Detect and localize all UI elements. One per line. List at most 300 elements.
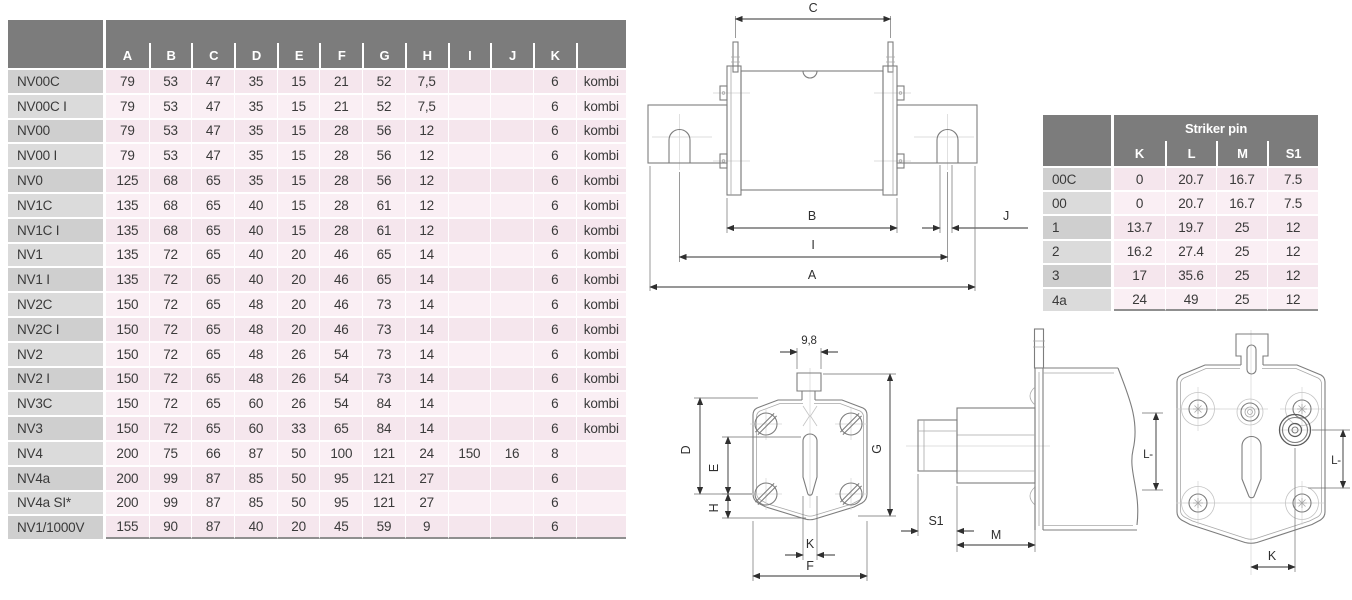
value-cell: 6 — [533, 93, 576, 118]
value-cell: 19.7 — [1165, 214, 1216, 238]
value-cell: 15 — [277, 192, 320, 217]
value-cell: 16 — [490, 440, 533, 465]
value-cell: 66 — [191, 440, 234, 465]
value-cell: 200 — [106, 490, 149, 515]
row-label: NV1 I — [8, 266, 106, 291]
value-cell: 46 — [319, 266, 362, 291]
value-cell: 6 — [533, 390, 576, 415]
value-cell: 7.5 — [1267, 190, 1318, 214]
value-cell: 47 — [191, 93, 234, 118]
value-cell: 84 — [362, 390, 405, 415]
value-cell: 28 — [319, 217, 362, 242]
value-cell: 6 — [533, 192, 576, 217]
value-cell: 28 — [319, 192, 362, 217]
column-header: C — [191, 43, 234, 68]
value-cell: 73 — [362, 291, 405, 316]
value-cell: 35 — [234, 93, 277, 118]
value-cell: 14 — [405, 242, 448, 267]
value-cell: 28 — [319, 167, 362, 192]
value-cell: 54 — [319, 366, 362, 391]
value-cell: 150 — [106, 390, 149, 415]
value-cell: 65 — [191, 167, 234, 192]
row-label: NV2C — [8, 291, 106, 316]
row-label: NV00 — [8, 118, 106, 143]
table-row — [8, 142, 626, 167]
value-cell — [448, 490, 491, 515]
value-cell: 16.7 — [1216, 190, 1267, 214]
value-cell: 50 — [277, 490, 320, 515]
table-row — [8, 266, 626, 291]
value-cell: 50 — [277, 440, 320, 465]
value-cell: 6 — [533, 366, 576, 391]
value-cell: 46 — [319, 291, 362, 316]
value-cell: kombi — [576, 93, 626, 118]
value-cell: 17 — [1114, 263, 1165, 287]
dim-label-k-front: K — [805, 537, 815, 551]
value-cell: 65 — [362, 266, 405, 291]
value-cell: 25 — [1216, 263, 1267, 287]
column-header: M — [1216, 141, 1267, 166]
value-cell — [576, 514, 626, 539]
value-cell: 21 — [319, 93, 362, 118]
value-cell: 16.2 — [1114, 239, 1165, 263]
row-label: NV3 — [8, 415, 106, 440]
value-cell: 14 — [405, 366, 448, 391]
value-cell: 27 — [405, 465, 448, 490]
value-cell: 59 — [362, 514, 405, 539]
value-cell: 73 — [362, 341, 405, 366]
column-header: L — [1165, 141, 1216, 166]
value-cell: 150 — [106, 316, 149, 341]
dimension-table-header — [8, 20, 626, 68]
value-cell: 150 — [106, 341, 149, 366]
value-cell: 0 — [1114, 190, 1165, 214]
value-cell — [490, 266, 533, 291]
value-cell: 121 — [362, 490, 405, 515]
dim-label-i: I — [811, 238, 815, 252]
value-cell: 54 — [319, 390, 362, 415]
value-cell: 40 — [234, 217, 277, 242]
column-header: G — [362, 43, 405, 68]
column-header: S1 — [1267, 141, 1318, 166]
value-cell: 25 — [1216, 239, 1267, 263]
value-cell: 26 — [277, 341, 320, 366]
value-cell: 7,5 — [405, 93, 448, 118]
value-cell: 87 — [191, 490, 234, 515]
value-cell: 6 — [533, 142, 576, 167]
row-label: NV2 I — [8, 366, 106, 391]
value-cell: 14 — [405, 291, 448, 316]
value-cell: 6 — [533, 490, 576, 515]
row-label: NV00C I — [8, 93, 106, 118]
row-label: 2 — [1043, 239, 1114, 263]
row-label: 00C — [1043, 166, 1114, 190]
value-cell — [490, 366, 533, 391]
value-cell: 15 — [277, 167, 320, 192]
table-row — [1043, 287, 1318, 311]
value-cell: kombi — [576, 390, 626, 415]
value-cell: 65 — [191, 291, 234, 316]
value-cell: 40 — [234, 242, 277, 267]
value-cell: 48 — [234, 341, 277, 366]
value-cell — [490, 490, 533, 515]
table-row — [1043, 190, 1318, 214]
value-cell: 200 — [106, 465, 149, 490]
value-cell: 14 — [405, 415, 448, 440]
dim-label-h: H — [707, 503, 721, 513]
value-cell: 60 — [234, 390, 277, 415]
value-cell: 12 — [1267, 287, 1318, 311]
row-label: NV2C I — [8, 316, 106, 341]
value-cell: 12 — [405, 217, 448, 242]
value-cell: 6 — [533, 118, 576, 143]
value-cell: 15 — [277, 93, 320, 118]
value-cell: 14 — [405, 390, 448, 415]
value-cell: 40 — [234, 514, 277, 539]
value-cell: 61 — [362, 217, 405, 242]
value-cell: 79 — [106, 93, 149, 118]
value-cell — [490, 514, 533, 539]
value-cell: 12 — [405, 167, 448, 192]
row-label: NV1C I — [8, 217, 106, 242]
value-cell: 99 — [149, 490, 192, 515]
column-header: B — [149, 43, 192, 68]
row-label: NV1/1000V — [8, 514, 106, 539]
table-row — [1043, 214, 1318, 238]
value-cell: 72 — [149, 415, 192, 440]
value-cell: kombi — [576, 217, 626, 242]
value-cell: 72 — [149, 316, 192, 341]
value-cell: 12 — [405, 192, 448, 217]
value-cell: 27 — [405, 490, 448, 515]
value-cell: kombi — [576, 366, 626, 391]
value-cell: kombi — [576, 266, 626, 291]
value-cell — [448, 291, 491, 316]
value-cell — [490, 242, 533, 267]
fuse-front-view-drawing — [679, 335, 896, 581]
table-row — [8, 440, 626, 465]
value-cell: 72 — [149, 341, 192, 366]
value-cell: 24 — [405, 440, 448, 465]
row-label: NV3C — [8, 390, 106, 415]
table-row — [8, 390, 626, 415]
value-cell: 20.7 — [1165, 166, 1216, 190]
value-cell: 21 — [319, 68, 362, 93]
value-cell: 49 — [1165, 287, 1216, 311]
value-cell: 6 — [533, 266, 576, 291]
value-cell: 28 — [319, 142, 362, 167]
column-header: D — [234, 43, 277, 68]
table-corner — [8, 20, 106, 68]
value-cell: 53 — [149, 118, 192, 143]
table-row — [8, 514, 626, 539]
dim-label-l-right: L- — [1331, 455, 1341, 467]
table-row — [8, 167, 626, 192]
value-cell — [448, 465, 491, 490]
value-cell: 65 — [191, 366, 234, 391]
value-cell: kombi — [576, 242, 626, 267]
value-cell: 8 — [533, 440, 576, 465]
striker-table — [1043, 115, 1318, 311]
value-cell — [490, 415, 533, 440]
value-cell — [448, 68, 491, 93]
value-cell: kombi — [576, 68, 626, 93]
value-cell: 47 — [191, 68, 234, 93]
value-cell — [576, 465, 626, 490]
value-cell: 72 — [149, 242, 192, 267]
value-cell: 35 — [234, 167, 277, 192]
dim-label-k-striker: K — [1267, 549, 1277, 563]
value-cell: 121 — [362, 440, 405, 465]
value-cell: 72 — [149, 366, 192, 391]
table-row — [8, 68, 626, 93]
value-cell: 35 — [234, 68, 277, 93]
value-cell: 26 — [277, 390, 320, 415]
table-row — [1043, 263, 1318, 287]
dim-label-tab-width: 9,8 — [801, 335, 817, 347]
value-cell: 27.4 — [1165, 239, 1216, 263]
value-cell: 85 — [234, 465, 277, 490]
value-cell — [576, 490, 626, 515]
value-cell: 6 — [533, 514, 576, 539]
value-cell: 6 — [533, 68, 576, 93]
value-cell: 56 — [362, 167, 405, 192]
value-cell: 100 — [319, 440, 362, 465]
value-cell: kombi — [576, 167, 626, 192]
row-label: NV4 — [8, 440, 106, 465]
value-cell: kombi — [576, 415, 626, 440]
value-cell — [490, 68, 533, 93]
value-cell: 85 — [234, 490, 277, 515]
column-header: K — [533, 43, 576, 68]
striker-table-body — [1043, 166, 1318, 311]
value-cell: 75 — [149, 440, 192, 465]
value-cell: 65 — [191, 242, 234, 267]
value-cell: 68 — [149, 192, 192, 217]
value-cell: 200 — [106, 440, 149, 465]
value-cell: 15 — [277, 118, 320, 143]
value-cell: 25 — [1216, 287, 1267, 311]
row-label: 00 — [1043, 190, 1114, 214]
table-row — [8, 341, 626, 366]
table-row — [1043, 166, 1318, 190]
dim-label-f: F — [806, 559, 814, 573]
value-cell: 20 — [277, 514, 320, 539]
value-cell: 135 — [106, 242, 149, 267]
dim-label-s1: S1 — [928, 514, 944, 528]
dim-label-a: A — [807, 268, 817, 282]
value-cell: 56 — [362, 118, 405, 143]
value-cell: kombi — [576, 118, 626, 143]
value-cell: 24 — [1114, 287, 1165, 311]
row-label: NV2 — [8, 341, 106, 366]
row-label: NV1 — [8, 242, 106, 267]
column-header: A — [106, 43, 149, 68]
value-cell: 150 — [448, 440, 491, 465]
value-cell: 15 — [277, 142, 320, 167]
value-cell: 6 — [533, 465, 576, 490]
table-row — [8, 93, 626, 118]
value-cell: 12 — [1267, 239, 1318, 263]
value-cell: 65 — [191, 415, 234, 440]
value-cell: 135 — [106, 217, 149, 242]
value-cell: 25 — [1216, 214, 1267, 238]
column-header: I — [448, 43, 491, 68]
value-cell — [490, 291, 533, 316]
value-cell: 135 — [106, 192, 149, 217]
value-cell: 16.7 — [1216, 166, 1267, 190]
value-cell: 0 — [1114, 166, 1165, 190]
value-cell: 72 — [149, 390, 192, 415]
value-cell: 53 — [149, 68, 192, 93]
value-cell: 73 — [362, 366, 405, 391]
dimension-table — [8, 20, 626, 539]
value-cell: 6 — [533, 341, 576, 366]
value-cell: 52 — [362, 68, 405, 93]
value-cell: 6 — [533, 316, 576, 341]
value-cell — [576, 440, 626, 465]
striker-front-view-drawing — [1142, 330, 1350, 575]
dim-label-c: C — [808, 1, 818, 15]
value-cell: 15 — [277, 68, 320, 93]
value-cell: 48 — [234, 291, 277, 316]
value-cell: 46 — [319, 316, 362, 341]
column-header: H — [405, 43, 448, 68]
dim-label-g: G — [870, 444, 884, 454]
value-cell: 79 — [106, 118, 149, 143]
table-row — [8, 242, 626, 267]
table-row — [8, 465, 626, 490]
value-cell: 84 — [362, 415, 405, 440]
column-header: K — [1114, 141, 1165, 166]
value-cell: kombi — [576, 291, 626, 316]
striker-table-header — [1043, 115, 1318, 166]
dim-label-j: J — [1002, 209, 1010, 223]
table-row — [8, 415, 626, 440]
column-header: F — [319, 43, 362, 68]
value-cell: 13.7 — [1114, 214, 1165, 238]
value-cell — [448, 266, 491, 291]
value-cell: 79 — [106, 68, 149, 93]
value-cell: 14 — [405, 316, 448, 341]
value-cell: 12 — [405, 118, 448, 143]
value-cell — [490, 192, 533, 217]
value-cell — [448, 142, 491, 167]
value-cell: 12 — [1267, 263, 1318, 287]
value-cell — [490, 142, 533, 167]
value-cell: 40 — [234, 192, 277, 217]
value-cell: 45 — [319, 514, 362, 539]
value-cell: 9 — [405, 514, 448, 539]
value-cell — [448, 316, 491, 341]
value-cell: 65 — [362, 242, 405, 267]
value-cell: 53 — [149, 142, 192, 167]
value-cell — [448, 390, 491, 415]
value-cell: 15 — [277, 217, 320, 242]
value-cell — [490, 390, 533, 415]
column-header — [576, 43, 626, 68]
value-cell: 47 — [191, 118, 234, 143]
dim-label-m: M — [990, 528, 1002, 542]
value-cell: kombi — [576, 341, 626, 366]
value-cell: 65 — [191, 217, 234, 242]
row-label: NV1C — [8, 192, 106, 217]
value-cell: 65 — [191, 316, 234, 341]
value-cell: 87 — [191, 514, 234, 539]
value-cell — [490, 118, 533, 143]
value-cell: 150 — [106, 366, 149, 391]
value-cell: 14 — [405, 266, 448, 291]
value-cell — [448, 93, 491, 118]
value-cell: 20 — [277, 316, 320, 341]
value-cell: kombi — [576, 316, 626, 341]
value-cell: 6 — [533, 242, 576, 267]
value-cell — [448, 167, 491, 192]
dim-label-l-left: L- — [1143, 449, 1153, 461]
dimension-table-body — [8, 68, 626, 539]
value-cell: 20.7 — [1165, 190, 1216, 214]
value-cell: 155 — [106, 514, 149, 539]
value-cell: 52 — [362, 93, 405, 118]
value-cell: 20 — [277, 291, 320, 316]
fuse-side-view-drawing — [648, 1, 1028, 291]
value-cell: 65 — [191, 341, 234, 366]
value-cell: 48 — [234, 316, 277, 341]
column-header: J — [490, 43, 533, 68]
value-cell: 65 — [319, 415, 362, 440]
column-header: E — [277, 43, 320, 68]
value-cell: 73 — [362, 316, 405, 341]
table-corner — [1043, 115, 1114, 166]
table-row — [1043, 239, 1318, 263]
value-cell: 6 — [533, 167, 576, 192]
value-cell: 95 — [319, 490, 362, 515]
row-label: NV4a SI* — [8, 490, 106, 515]
value-cell: 48 — [234, 366, 277, 391]
value-cell — [448, 242, 491, 267]
value-cell: 6 — [533, 291, 576, 316]
value-cell — [448, 366, 491, 391]
value-cell: 61 — [362, 192, 405, 217]
table-row — [8, 217, 626, 242]
value-cell — [448, 118, 491, 143]
value-cell: 87 — [234, 440, 277, 465]
value-cell: 28 — [319, 118, 362, 143]
value-cell: 72 — [149, 266, 192, 291]
value-cell: 14 — [405, 341, 448, 366]
value-cell: kombi — [576, 142, 626, 167]
value-cell: 12 — [405, 142, 448, 167]
value-cell: 7.5 — [1267, 166, 1318, 190]
value-cell — [448, 514, 491, 539]
dim-label-d: D — [679, 445, 693, 455]
value-cell: 72 — [149, 291, 192, 316]
value-cell: 60 — [234, 415, 277, 440]
table-banner — [106, 20, 626, 43]
value-cell: 7,5 — [405, 68, 448, 93]
value-cell: 46 — [319, 242, 362, 267]
value-cell — [490, 93, 533, 118]
value-cell: 47 — [191, 142, 234, 167]
value-cell: 53 — [149, 93, 192, 118]
value-cell: 12 — [1267, 214, 1318, 238]
dim-label-e: E — [707, 463, 721, 473]
value-cell: 68 — [149, 167, 192, 192]
table-row — [8, 316, 626, 341]
value-cell: 68 — [149, 217, 192, 242]
value-cell: 87 — [191, 465, 234, 490]
value-cell — [448, 341, 491, 366]
